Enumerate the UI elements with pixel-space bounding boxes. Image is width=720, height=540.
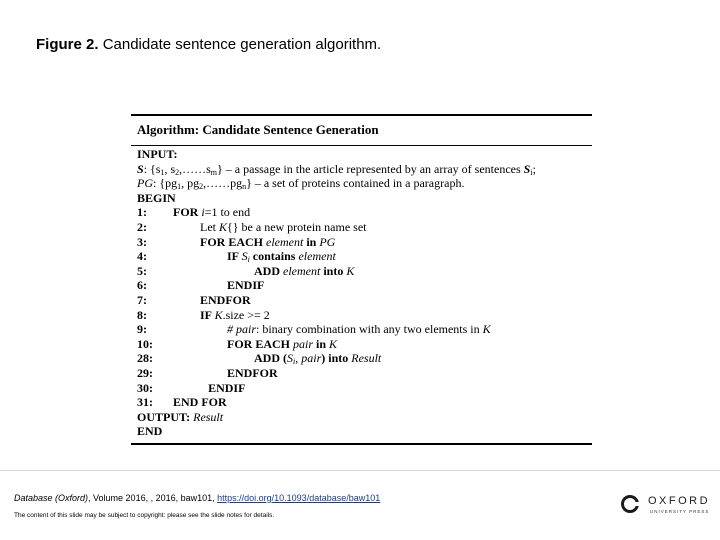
code-token: END FOR (173, 395, 227, 410)
code-token: PG (137, 176, 153, 191)
code-token: S (137, 161, 144, 176)
algorithm-line (137, 322, 587, 337)
algorithm-line (137, 278, 587, 293)
code-token: .size >= 2 (222, 307, 270, 322)
code-token: 1 (177, 182, 182, 192)
line-number: 1: (137, 205, 147, 220)
algorithm-line (137, 220, 587, 235)
code-token: element (298, 249, 336, 264)
code-token: K (329, 336, 338, 351)
line-number: 10: (137, 336, 153, 351)
code-token: } – a passage in the article represented by an array of sentences (217, 161, 524, 176)
line-number: 31: (137, 395, 153, 410)
code-token: ENDIF (227, 278, 265, 293)
citation-details: , Volume 2016, , 2016, baw101, (88, 493, 218, 503)
code-token: ,……pg (203, 176, 243, 191)
code-token: in (313, 336, 330, 351)
code-token: K (219, 219, 228, 234)
line-code (137, 191, 176, 206)
code-token: 2 (175, 167, 180, 177)
algorithm-box (131, 114, 592, 444)
line-number: 8: (137, 307, 147, 322)
line-number: 30: (137, 380, 153, 395)
algorithm-line (137, 293, 587, 308)
line-code (227, 322, 491, 337)
code-token: into (320, 263, 347, 278)
line-code (173, 395, 227, 410)
bottom-rule (131, 443, 592, 445)
code-token: element (283, 263, 321, 278)
code-token: contains (249, 249, 299, 264)
code-token: FOR EACH (200, 234, 266, 249)
line-code (173, 205, 250, 220)
code-token: element (266, 234, 304, 249)
algorithm-line (137, 191, 587, 206)
code-token: Result (351, 351, 382, 366)
code-token: Let (200, 219, 219, 234)
citation (14, 493, 380, 503)
figure-caption: Candidate sentence generation algorithm. (102, 36, 382, 53)
code-token: i (530, 167, 533, 177)
code-token: =1 to end (204, 205, 251, 220)
line-code (137, 147, 177, 162)
code-token: K (214, 307, 223, 322)
oxford-ring-icon (620, 494, 640, 514)
algorithm-line (137, 264, 587, 279)
oxford-logo (620, 492, 710, 518)
code-token: S (523, 161, 531, 176)
algorithm-line (137, 205, 587, 220)
code-token: IF (227, 249, 242, 264)
code-token: S (241, 249, 248, 264)
algorithm-line (137, 381, 587, 396)
code-token: S (287, 351, 293, 366)
line-number: 3: (137, 234, 147, 249)
figure-label: Figure 2. (36, 36, 99, 53)
line-number: 2: (137, 219, 147, 234)
line-code (227, 278, 264, 293)
algorithm-line (137, 308, 587, 323)
line-number: 29: (137, 365, 153, 380)
line-number: 28: (137, 351, 153, 366)
algorithm-line (137, 410, 587, 425)
code-token: ; (532, 161, 536, 176)
line-code (200, 308, 270, 323)
algorithm-line (137, 235, 587, 250)
algorithm-line (137, 366, 587, 381)
line-code (137, 410, 223, 425)
code-token: K (346, 263, 355, 278)
line-code (227, 366, 278, 381)
code-token: m (210, 167, 218, 177)
oxford-subtitle: UNIVERSITY PRESS (650, 509, 710, 514)
code-token: pair (293, 336, 314, 351)
code-token: , s (164, 161, 176, 176)
algorithm-line (137, 249, 587, 264)
code-token: BEGIN (137, 190, 176, 205)
code-token: , pg (181, 176, 200, 191)
line-code (200, 235, 335, 250)
code-token: INPUT: (137, 147, 178, 161)
line-number: 4: (137, 249, 147, 264)
line-code (200, 220, 367, 235)
citation-journal: Database (Oxford) (14, 493, 89, 503)
code-token: : {s (143, 161, 161, 176)
line-code (208, 381, 245, 396)
code-token: n (242, 182, 247, 192)
code-token: # pair (227, 322, 257, 337)
algorithm-lines (137, 147, 587, 439)
algorithm-header: Algorithm: Candidate Sentence Generation (137, 122, 379, 137)
code-token: IF (200, 307, 215, 322)
code-token: FOR EACH (227, 336, 293, 351)
oxford-wordmark: OXFORD (648, 495, 711, 507)
algorithm-line (137, 337, 587, 352)
code-token: ,……s (179, 161, 211, 176)
code-token: : binary combination with any two elements in (256, 322, 483, 337)
algorithm-line (137, 162, 587, 177)
code-token: END (137, 424, 163, 439)
code-token: ADD ( (254, 351, 287, 366)
code-token: , (295, 351, 302, 366)
code-token: } – a set of proteins contained in a paragraph. (246, 176, 465, 191)
code-token: {} be a new protein name set (227, 219, 367, 234)
top-rule (131, 114, 592, 116)
code-token: K (482, 322, 491, 337)
code-token: PG (319, 234, 336, 249)
code-token: in (303, 234, 320, 249)
line-number: 9: (137, 322, 147, 337)
algorithm-line (137, 147, 587, 162)
code-token: ) into (321, 351, 352, 366)
doi-link[interactable]: https://doi.org/10.1093/database/baw101 (217, 493, 381, 503)
code-token: OUTPUT: (137, 409, 194, 424)
line-code (254, 264, 354, 279)
code-token: i (247, 255, 250, 265)
line-number: 6: (137, 278, 147, 293)
footer-divider (0, 470, 720, 471)
line-code (200, 293, 251, 308)
code-token: ENDIF (208, 380, 246, 395)
algorithm-line (137, 351, 587, 366)
line-number: 5: (137, 263, 147, 278)
code-token: 2 (199, 182, 204, 192)
code-token: ENDFOR (227, 365, 278, 380)
code-token: ENDFOR (200, 292, 251, 307)
code-token: i (201, 205, 205, 220)
code-token: FOR (173, 205, 202, 220)
line-code (137, 424, 162, 439)
code-token: : {pg (153, 176, 178, 191)
code-token: pair (301, 351, 322, 366)
algorithm-line (137, 176, 587, 191)
figure-title (36, 36, 381, 53)
copyright-notice: The content of this slide may be subject to copyright: please see the slide notes for details. (14, 512, 275, 519)
code-token: 1 (160, 167, 165, 177)
algorithm-line (137, 424, 587, 439)
code-token: i (293, 357, 296, 367)
line-code (227, 337, 337, 352)
algorithm-line (137, 395, 587, 410)
code-token: ADD (254, 263, 283, 278)
line-number: 7: (137, 292, 147, 307)
code-token: Result (193, 409, 224, 424)
header-rule (131, 145, 592, 146)
